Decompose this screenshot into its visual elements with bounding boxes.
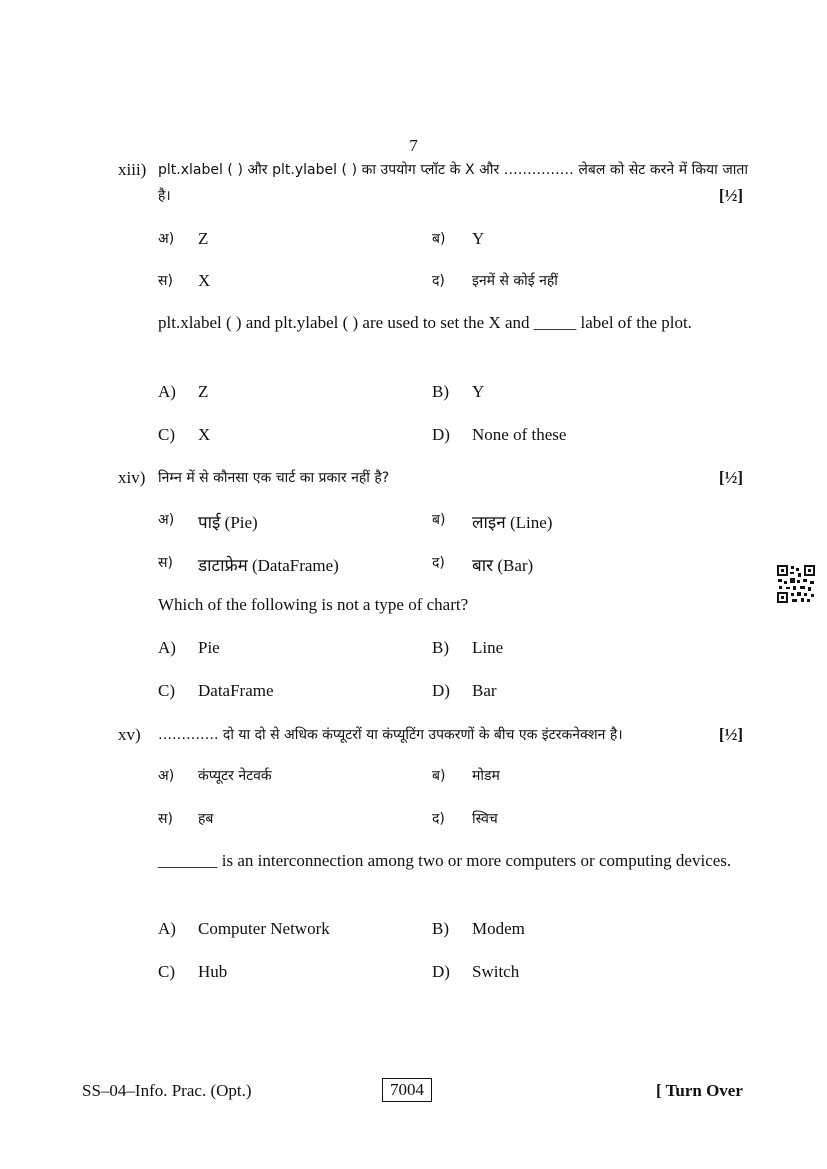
option-text: कंप्यूटर नेटवर्क [198, 768, 272, 784]
option-text: पाई (Pie) [198, 513, 258, 532]
option-text: X [198, 271, 211, 290]
question-text-english: _______ is an interconnection among two or more computers or computing devices. [158, 851, 732, 870]
question-text-hindi: …………. दो या दो से अधिक कंप्यूटरों या कंप्यूटिंग उपकरणों के बीच एक इंटरकनेक्शन है। [158, 727, 623, 743]
option-label: A) [158, 638, 176, 657]
question-text-english: Which of the following is not a type of chart? [158, 595, 469, 614]
option-text: Pie [198, 638, 220, 657]
option-label: D) [432, 681, 450, 700]
option-text: मोडम [472, 768, 500, 784]
option-label: ब) [432, 768, 446, 784]
option-text: Line [472, 638, 504, 657]
option-label: ब) [432, 512, 446, 528]
option-text: DataFrame [198, 681, 274, 700]
option-text: Y [472, 229, 485, 248]
paper-code: SS–04–Info. Prac. (Opt.) [82, 1081, 252, 1100]
option-text: Z [198, 382, 209, 401]
option-text: इनमें से कोई नहीं [472, 273, 558, 289]
option-label: C) [158, 962, 175, 981]
option-label: B) [432, 638, 449, 657]
option-label: C) [158, 425, 175, 444]
page-number: 7 [409, 136, 418, 155]
option-label: D) [432, 425, 450, 444]
option-text: Switch [472, 962, 520, 981]
option-label: स) [158, 811, 173, 827]
option-label: A) [158, 919, 176, 938]
question-text-hindi: plt.xlabel ( ) और plt.ylabel ( ) का उपयोग प्लॉट के X और …………… लेबल को सेट करने में किया जाता है। [158, 162, 748, 204]
option-label: अ) [158, 512, 175, 528]
option-text: Z [198, 229, 209, 248]
option-label: C) [158, 681, 175, 700]
marks-label: [½] [718, 468, 743, 487]
option-text: Hub [198, 962, 228, 981]
option-text: बार (Bar) [472, 556, 534, 575]
marks-label: [½] [718, 725, 743, 744]
option-label: द) [432, 273, 445, 289]
option-label: अ) [158, 768, 175, 784]
marks-label: [½] [718, 186, 743, 205]
option-label: B) [432, 919, 449, 938]
option-text: Bar [472, 681, 497, 700]
page-code-box: 7004 [382, 1078, 432, 1102]
option-label: D) [432, 962, 450, 981]
option-label: द) [432, 555, 445, 571]
question-number: xv) [118, 725, 141, 744]
option-label: अ) [158, 231, 175, 247]
option-text: लाइन (Line) [472, 513, 553, 532]
option-text: None of these [472, 425, 567, 444]
option-label: ब) [432, 231, 446, 247]
turn-over-label: [ Turn Over [656, 1081, 743, 1100]
option-text: डाटाफ्रेम (DataFrame) [198, 556, 339, 575]
option-text: Computer Network [198, 919, 330, 938]
question-number: xiv) [118, 468, 146, 487]
option-label: स) [158, 555, 173, 571]
option-label: B) [432, 382, 449, 401]
option-label: द) [432, 811, 445, 827]
option-text: स्विच [472, 811, 498, 827]
option-label: A) [158, 382, 176, 401]
option-text: X [198, 425, 211, 444]
option-label: स) [158, 273, 173, 289]
question-text-hindi: निम्न में से कौनसा एक चार्ट का प्रकार नहीं है? [158, 470, 390, 486]
question-number: xiii) [118, 160, 147, 179]
option-text: Modem [472, 919, 525, 938]
qr-code-icon [776, 564, 816, 604]
option-text: Y [472, 382, 485, 401]
question-text-english: plt.xlabel ( ) and plt.ylabel ( ) are used to set the X and _____ label of the plot. [158, 313, 692, 332]
option-text: हब [198, 811, 214, 827]
